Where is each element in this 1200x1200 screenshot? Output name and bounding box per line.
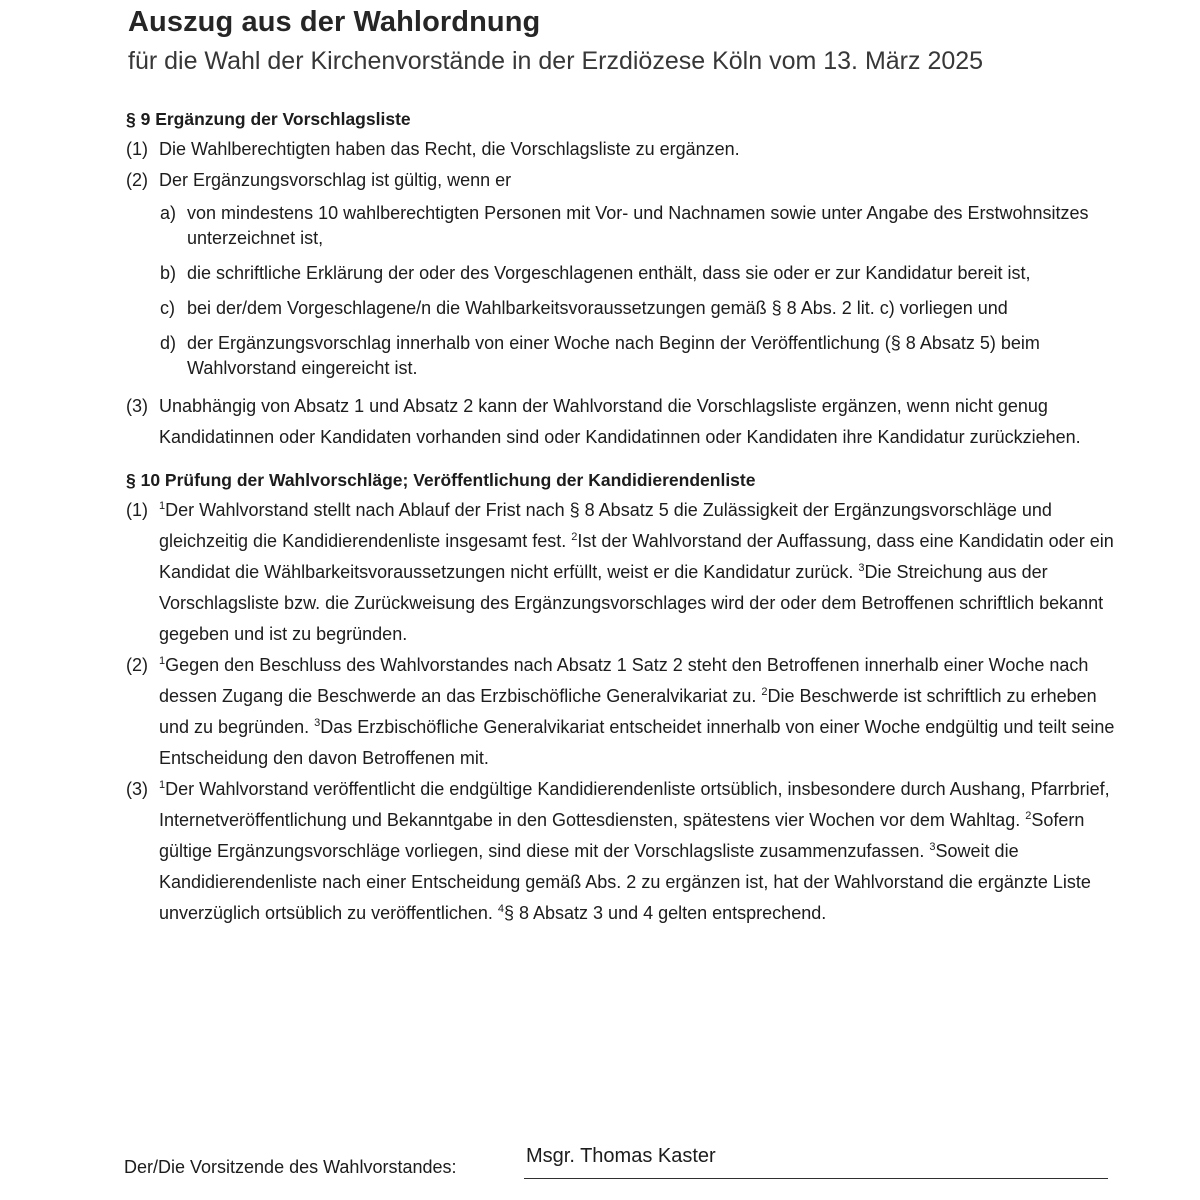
sentence-text: Gegen den Beschluss des Wahlvorstandes nach Absatz 1 Satz 2 steht den Betroffenen innerhalb einer Woche nach dessen Zugang die Beschwerde an das Erzbischöfliche Generalvikariat zu.: [159, 655, 1089, 706]
section-9-paragraph-1: [126, 134, 1116, 165]
list-item: [126, 331, 1116, 381]
sentence-number: 3: [929, 841, 936, 853]
sentence-number: 3: [314, 717, 321, 729]
section-9-heading: § 9 Ergänzung der Vorschlagsliste: [126, 109, 411, 129]
paragraph-text: Die Wahlberechtigten haben das Recht, die Vorschlagsliste zu ergänzen.: [159, 139, 740, 159]
list-item: [126, 296, 1116, 321]
page-title: Auszug aus der Wahlordnung: [128, 6, 541, 38]
sentence-number: 2: [1025, 810, 1032, 822]
list-item-letter: b): [160, 263, 177, 283]
signature-label: Der/Die Vorsitzende des Wahlvorstandes:: [124, 1157, 457, 1177]
sentence-text: Soweit die Kandidierendenliste nach einer Entscheidung gemäß Abs. 2 zu ergänzen ist, hat der Wahlvorstand die ergänzte Liste unverzüglich ortsüblich zu veröffentlichen.: [159, 841, 1091, 923]
paragraph-number: (3): [126, 779, 148, 799]
sentence-text: Sofern gültige Ergänzungsvorschläge vorliegen, sind diese mit der Vorschlagsliste zusammenzufassen.: [159, 810, 1085, 861]
sentence-number: 3: [858, 562, 865, 574]
signature-line: [524, 1178, 1108, 1179]
list-item-letter: d): [160, 333, 177, 353]
sentence-number: 4: [497, 903, 504, 915]
list-item-letter: c): [160, 298, 175, 318]
sentence-text: Das Erzbischöfliche Generalvikariat entscheidet innerhalb von einer Woche endgültig und teilt seine Entscheidung den davon Betroffenen mit.: [159, 717, 1115, 768]
section-10: [126, 465, 1116, 929]
page-subtitle: für die Wahl der Kirchenvorstände in der Erzdiözese Köln vom 13. März 2025: [128, 47, 984, 75]
sentence-number: 1: [159, 500, 166, 512]
sentence-number: 1: [159, 779, 166, 791]
sentence-number: 2: [571, 531, 578, 543]
sentence-text: Die Beschwerde ist schriftlich zu erheben und zu begründen.: [159, 686, 1097, 737]
list-item-letter: a): [160, 203, 177, 223]
section-10-paragraph-3: [126, 774, 1116, 929]
paragraph-number: (1): [126, 500, 148, 520]
sentence-text: Ist der Wahlvorstand der Auffassung, dass eine Kandidatin oder ein Kandidat die Wählbarkeitsvoraussetzungen nicht erfüllt, weist er die Kandidatur zurück.: [159, 531, 1114, 582]
list-item-text: die schriftliche Erklärung der oder des Vorgeschlagenen enthält, dass sie oder er zur Kandidatur bereit ist,: [187, 263, 1031, 283]
sentence-text: Die Streichung aus der Vorschlagsliste bzw. die Zurückweisung des Ergänzungsvorschlages wird der oder dem Betroffenen schriftlich bekannt gegeben und ist zu begründen.: [159, 562, 1104, 644]
sentence-text: Der Wahlvorstand veröffentlicht die endgültige Kandidierendenliste ortsüblich, insbesondere durch Aushang, Pfarrbrief, Internetveröffentlichung und Bekanntgabe in den Gottesdiensten, spätestens vier Wochen vor dem Wahltag.: [159, 779, 1110, 830]
paragraph-text: Der Ergänzungsvorschlag ist gültig, wenn er: [159, 170, 512, 190]
list-item: [126, 201, 1116, 251]
section-10-paragraph-2: [126, 650, 1116, 774]
section-9-paragraph-2: [126, 165, 1116, 196]
sentence-text: Der Wahlvorstand stellt nach Ablauf der Frist nach § 8 Absatz 5 die Zulässigkeit der Ergänzungsvorschläge und gleichzeitig die Kandidierendenliste insgesamt fest.: [159, 500, 1052, 551]
sentence-number: 2: [761, 686, 768, 698]
paragraph-number: (2): [126, 170, 148, 190]
list-item-text: von mindestens 10 wahlberechtigten Personen mit Vor- und Nachnamen sowie unter Angabe des Erstwohnsitzes unterzeichnet ist,: [187, 203, 1089, 248]
paragraph-number: (3): [126, 396, 148, 416]
sentence-number: 1: [159, 655, 166, 667]
paragraph-number: (1): [126, 139, 148, 159]
paragraph-number: (2): [126, 655, 148, 675]
section-9: [126, 104, 1116, 453]
signature-name: Msgr. Thomas Kaster: [526, 1145, 716, 1167]
list-item: [126, 261, 1116, 286]
section-9-conditions-list: [126, 201, 1116, 381]
sentence-text: § 8 Absatz 3 und 4 gelten entsprechend.: [503, 903, 827, 923]
section-9-paragraph-3: [126, 391, 1116, 453]
section-10-paragraph-1: [126, 495, 1116, 650]
paragraph-text: Unabhängig von Absatz 1 und Absatz 2 kann der Wahlvorstand die Vorschlagsliste ergänzen, wenn nicht genug Kandidatinnen oder Kandidaten vorhanden sind oder Kandidatinnen oder Kandidaten ihre Kandidatur zurückziehen.: [159, 396, 1081, 447]
signature-block: [124, 1140, 1114, 1180]
section-10-heading: § 10 Prüfung der Wahlvorschläge; Veröffentlichung der Kandidierendenliste: [126, 470, 756, 490]
list-item-text: bei der/dem Vorgeschlagene/n die Wahlbarkeitsvoraussetzungen gemäß § 8 Abs. 2 lit. c) vorliegen und: [187, 298, 1008, 318]
document-body: [126, 104, 1116, 929]
list-item-text: der Ergänzungsvorschlag innerhalb von einer Woche nach Beginn der Veröffentlichung (§ 8 Absatz 5) beim Wahlvorstand eingereicht ist.: [187, 333, 1040, 378]
